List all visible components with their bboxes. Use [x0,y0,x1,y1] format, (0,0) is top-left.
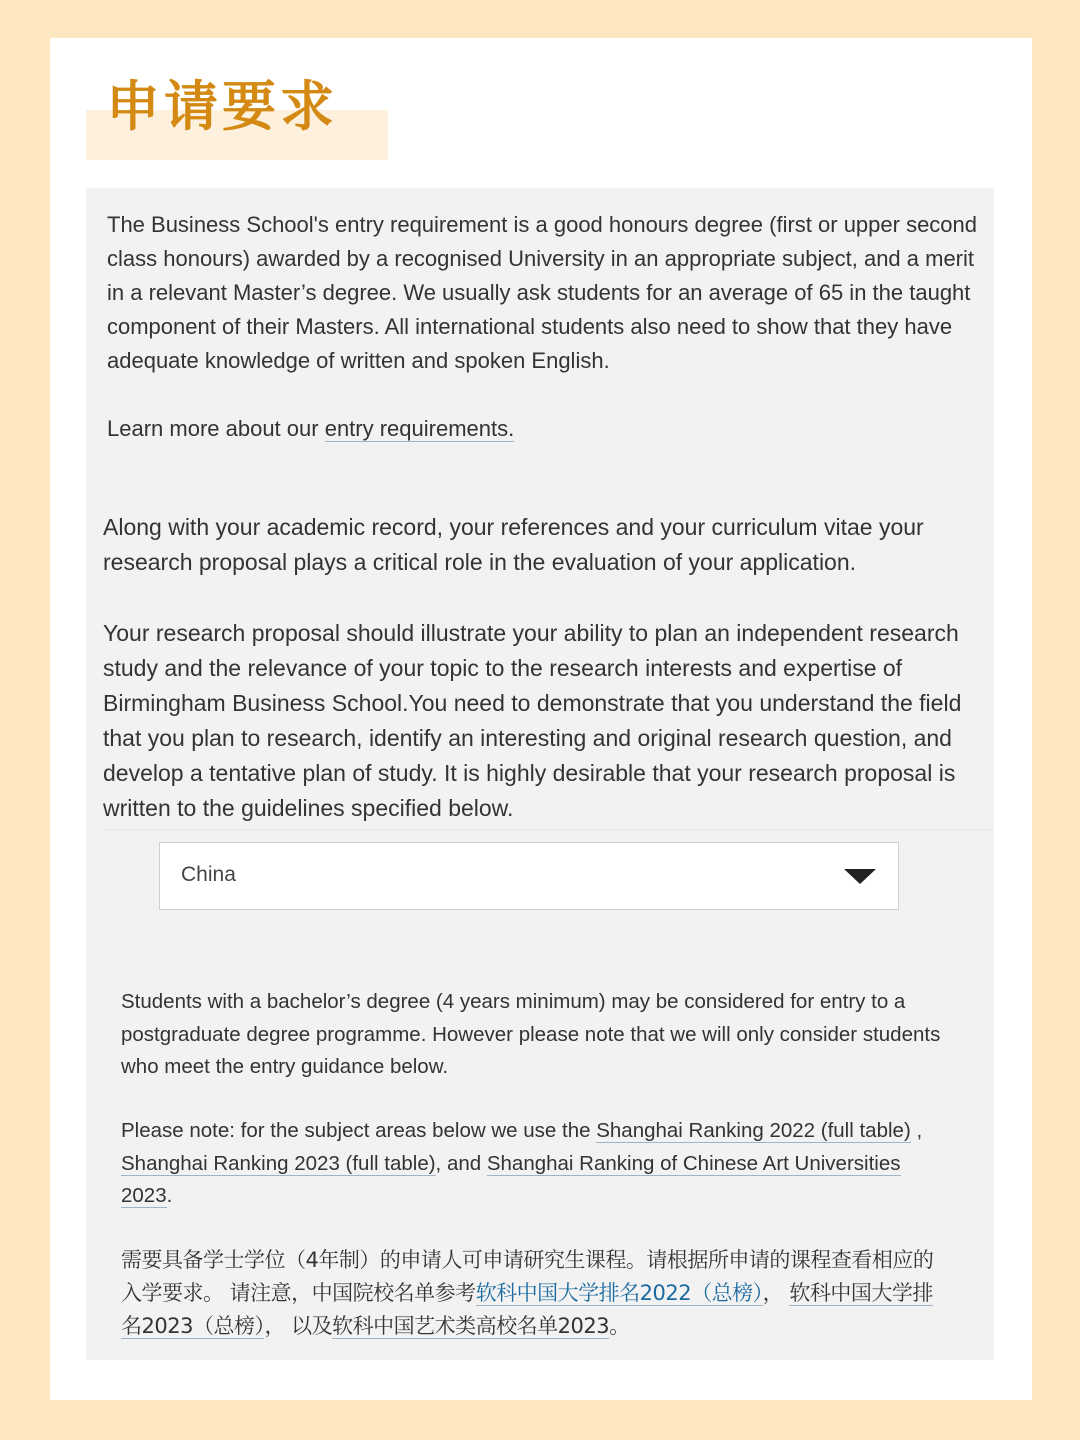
entry-requirement-text: The Business School's entry requirement is a good honours degree (first or upper second class honours) awarded by a recognised University in an appropriate subject, and a merit in a relevant Master’s degree. We usually ask students for an average of 65 in the taught component of their Masters. All international students also need to show that they have adequate knowledge of written and spoken English. [107,212,978,373]
china-entry-text: Students with a bachelor’s degree (4 years minimum) may be considered for entry to a postgraduate degree programme. However please note that we will only consider students who meet the entry guidance below. [121,990,941,1078]
shanghai-ranking-2022-link[interactable]: Shanghai Ranking 2022 (full table) [596,1119,911,1142]
ranking-note-prefix: Please note: for the subject areas below we use the [121,1119,597,1142]
chinese-requirement-text [121,1244,951,1343]
ranking-2023-cn-link[interactable]: 软科中国大学排名2023（总榜） [121,1281,933,1338]
section-title-block [86,72,388,160]
chevron-down-icon[interactable] [844,869,876,884]
ranking-note-text [121,1115,941,1213]
country-select[interactable] [159,842,899,910]
art-universities-cn-link[interactable]: 软科中国艺术类高校名单2023 [332,1314,610,1338]
chinese-separator-1: ， [762,1281,790,1305]
chinese-end: 。 [609,1314,630,1338]
requirements-panel [86,188,994,1360]
learn-more-prefix: Learn more about our [107,416,325,441]
entry-requirements-link[interactable]: entry requirements. [324,416,515,441]
content-card [50,38,1032,1400]
ranking-separator-2: , and [435,1151,487,1175]
ranking-note-end: . [166,1184,173,1207]
learn-more-text [107,412,977,446]
section-divider [103,829,994,830]
chinese-prefix: 需要具备学士学位（4年制）的申请人可申请研究生课程。请根据所申请的课程查看相应的入学要求。 请注意，中国院校名单参考 [121,1248,934,1305]
ranking-separator-1: , [910,1119,923,1142]
proposal-intro-text: Along with your academic record, your references and your curriculum vitae your research proposal plays a critical role in the evaluation of your application. [103,514,924,575]
country-select-value: China [181,863,236,886]
proposal-guidelines-text: Your research proposal should illustrate your ability to plan an independent research study and the relevance of your topic to the research interests and expertise of Birmingham Business School.You need to demonstrate that you understand the field that you plan to research, identify an interesting and original research question, and develop a tentative plan of study. It is highly desirable that your research proposal is written to the guidelines specified below. [103,620,962,821]
chinese-separator-2: ， 以及 [264,1314,333,1338]
shanghai-ranking-art-link[interactable]: Shanghai Ranking of Chinese Art Universities 2023 [121,1151,901,1207]
section-title: 申请要求 [106,75,338,138]
shanghai-ranking-2023-link[interactable]: Shanghai Ranking 2023 (full table) [121,1151,436,1175]
ranking-2022-cn-link[interactable]: 软科中国大学排名2022（总榜） [475,1281,763,1305]
